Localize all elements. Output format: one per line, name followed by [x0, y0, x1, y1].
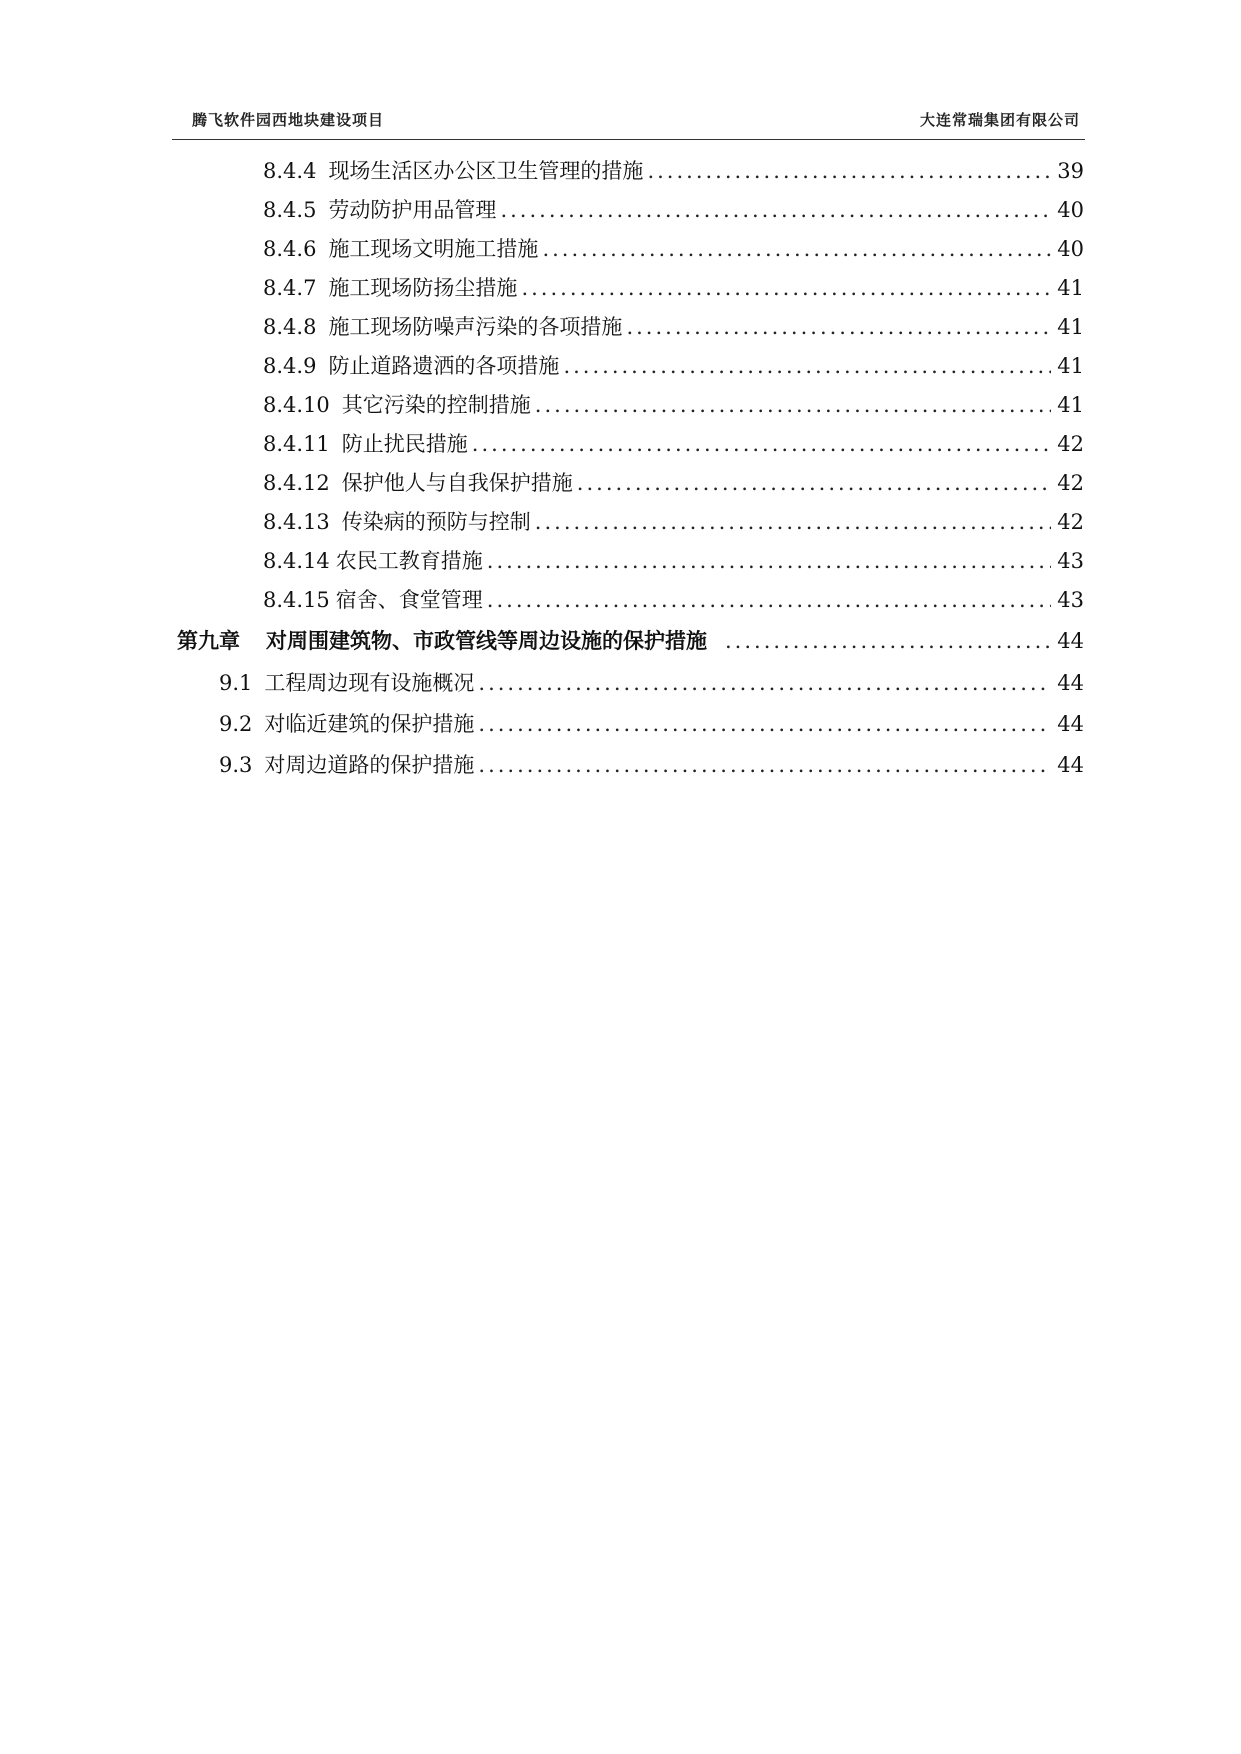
toc-entry[interactable] [219, 668, 1084, 698]
toc-entry-page: 43 [1057, 549, 1084, 573]
toc-entry-number: 8.4.9 [263, 354, 317, 378]
toc-chapter-title: 对周围建筑物、市政管线等周边设施的保护措施 [266, 629, 707, 653]
toc-entry-number: 8.4.7 [263, 276, 317, 300]
header-divider [172, 139, 1085, 140]
toc-entry-title: 劳动防护用品管理 [328, 198, 497, 222]
toc-entry-page: 43 [1057, 588, 1084, 612]
toc-leader-dots [725, 626, 1051, 656]
toc-entry-page: 42 [1057, 471, 1084, 495]
toc-entry-title: 防止道路遗洒的各项措施 [328, 354, 560, 378]
toc-entry-page: 42 [1057, 510, 1084, 534]
toc-entry-page: 41 [1057, 315, 1084, 339]
toc-entry-page: 44 [1057, 753, 1084, 777]
toc-entry[interactable] [263, 156, 1084, 186]
toc-leader-dots [563, 351, 1051, 381]
toc-entry-title: 防止扰民措施 [341, 432, 468, 456]
toc-chapter-entry[interactable] [177, 626, 1084, 656]
toc-entry-title: 对周边道路的保护措施 [264, 753, 475, 777]
toc-entry[interactable] [263, 351, 1084, 381]
toc-leader-dots [478, 709, 1051, 739]
toc-entry[interactable] [263, 546, 1084, 576]
toc-entry-page: 40 [1057, 198, 1084, 222]
toc-entry-number: 9.1 [219, 671, 253, 695]
toc-entry-page: 40 [1057, 237, 1084, 261]
toc-entry[interactable] [263, 195, 1084, 225]
toc-entry[interactable] [263, 390, 1084, 420]
toc-entry-page: 41 [1057, 393, 1084, 417]
toc-entry-title: 施工现场防噪声污染的各项措施 [328, 315, 623, 339]
toc-entry-page: 41 [1057, 276, 1084, 300]
toc-entry-title: 施工现场文明施工措施 [328, 237, 539, 261]
toc-leader-dots [542, 234, 1051, 264]
toc-entry-number: 8.4.13 [263, 510, 330, 534]
toc-entry-title: 现场生活区办公区卫生管理的措施 [328, 159, 644, 183]
toc-entry-number: 8.4.6 [263, 237, 317, 261]
toc-entry[interactable] [263, 507, 1084, 537]
toc-entry-number: 8.4.10 [263, 393, 330, 417]
toc-entry-page: 41 [1057, 354, 1084, 378]
toc-leader-dots [647, 156, 1051, 186]
toc-entry-page: 44 [1057, 671, 1084, 695]
toc-entry-page: 42 [1057, 432, 1084, 456]
toc-leader-dots [478, 668, 1051, 698]
toc-entry[interactable] [219, 750, 1084, 780]
toc-leader-dots [521, 273, 1051, 303]
toc-entry-title: 保护他人与自我保护措施 [341, 471, 573, 495]
toc-leader-dots [577, 468, 1051, 498]
toc-entry-number: 8.4.11 [263, 432, 330, 456]
toc-leader-dots [535, 390, 1051, 420]
toc-leader-dots [626, 312, 1051, 342]
header-company-name: 大连常瑞集团有限公司 [919, 111, 1080, 129]
toc-entry-number: 8.4.14 [263, 549, 330, 573]
toc-entry-title: 其它污染的控制措施 [341, 393, 531, 417]
toc-chapter-number: 第九章 [177, 629, 240, 653]
page-header [172, 101, 1080, 131]
toc-entry[interactable] [263, 468, 1084, 498]
toc-entry-number: 8.4.12 [263, 471, 330, 495]
toc-leader-dots [478, 750, 1051, 780]
toc-entry[interactable] [263, 429, 1084, 459]
toc-entry-page: 44 [1057, 712, 1084, 736]
toc-leader-dots [535, 507, 1051, 537]
toc-entry-number: 9.3 [219, 753, 253, 777]
toc-leader-dots [500, 195, 1051, 225]
toc-entry[interactable] [263, 273, 1084, 303]
toc-leader-dots [472, 429, 1051, 459]
toc-entry[interactable] [219, 709, 1084, 739]
toc-entry-title: 传染病的预防与控制 [341, 510, 531, 534]
toc-entry-title: 宿舍、食堂管理 [335, 588, 483, 612]
toc-entry-number: 8.4.5 [263, 198, 317, 222]
toc-entry-number: 9.2 [219, 712, 253, 736]
toc-entry-number: 8.4.15 [263, 588, 330, 612]
toc-leader-dots [487, 546, 1051, 576]
toc-entry-title: 农民工教育措施 [335, 549, 483, 573]
toc-entry-number: 8.4.4 [263, 159, 317, 183]
toc-entry-number: 8.4.8 [263, 315, 317, 339]
toc-entry[interactable] [263, 312, 1084, 342]
header-project-name: 腾飞软件园西地块建设项目 [192, 111, 385, 129]
toc-entry[interactable] [263, 585, 1084, 615]
toc-entry-title: 工程周边现有设施概况 [264, 671, 475, 695]
toc-entry-page: 39 [1057, 159, 1084, 183]
toc-entry-title: 施工现场防扬尘措施 [328, 276, 518, 300]
toc-entry[interactable] [263, 234, 1084, 264]
toc-entry-page: 44 [1057, 629, 1084, 653]
toc-entry-title: 对临近建筑的保护措施 [264, 712, 475, 736]
toc-leader-dots [487, 585, 1051, 615]
